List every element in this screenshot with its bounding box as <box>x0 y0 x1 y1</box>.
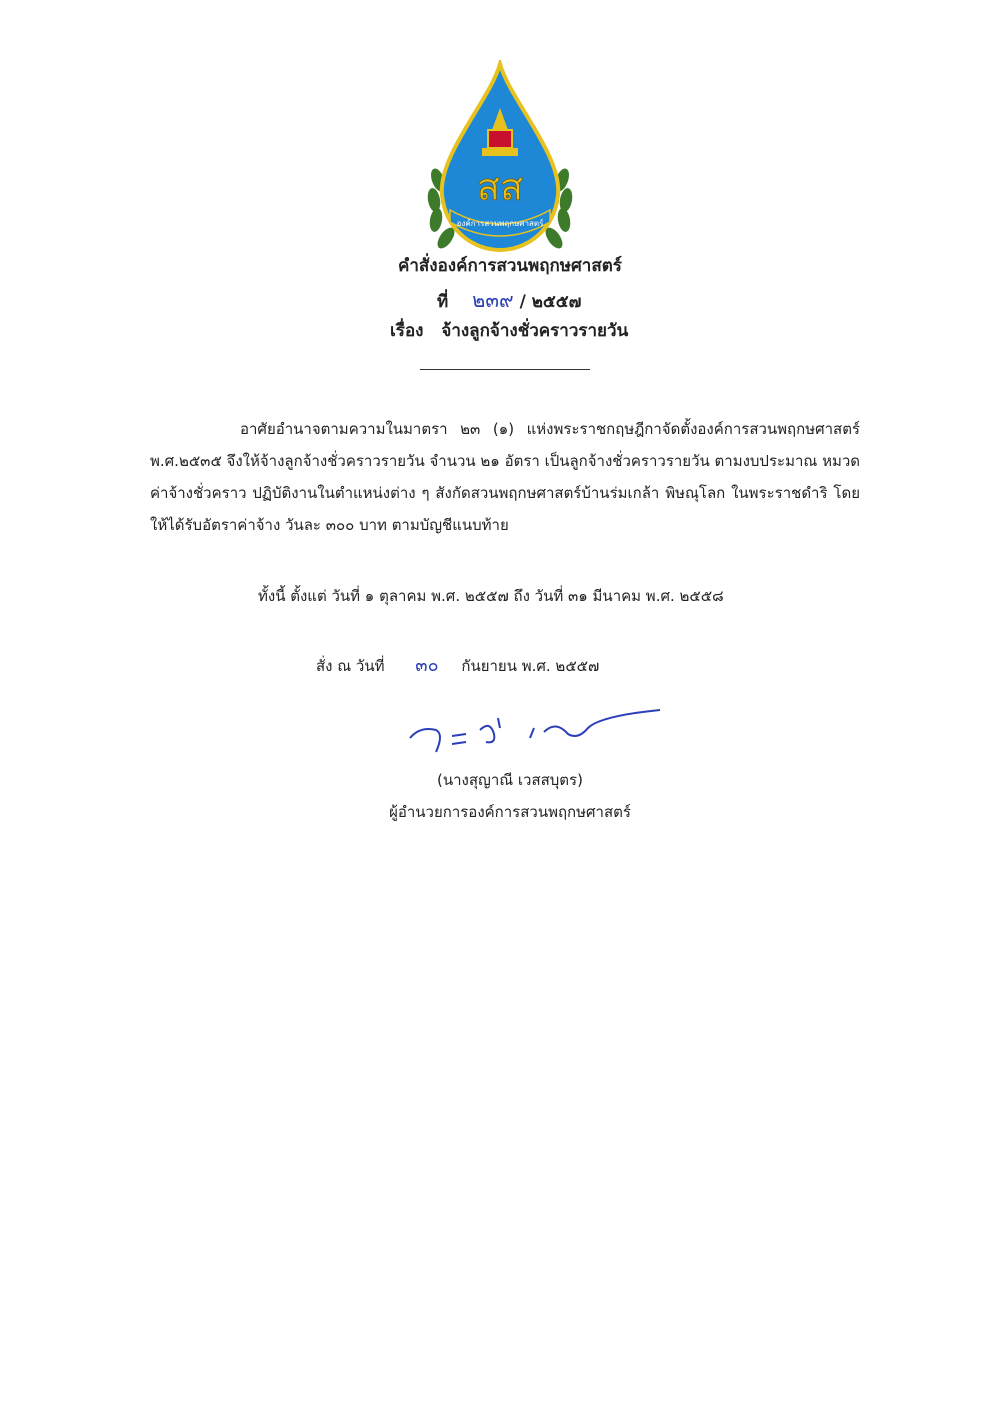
header-divider <box>420 369 590 370</box>
signatory-position: ผู้อำนวยการองค์การสวนพฤกษศาสตร์ <box>389 803 631 821</box>
subject-line <box>390 317 628 344</box>
order-date-line <box>316 650 599 679</box>
order-number-label: ที่ <box>437 292 449 312</box>
svg-text:สส: สส <box>476 165 524 209</box>
order-date-prefix: สั่ง ณ วันที่ <box>316 657 385 675</box>
signatory-name: (นางสุญาณี เวสสบุตร) <box>437 771 583 789</box>
handwritten-signature <box>400 700 670 760</box>
period-line: ทั้งนี้ ตั้งแต่ วันที่ ๑ ตุลาคม พ.ศ. ๒๕๕๗ ถึง วันที่ ๓๑ มีนาคม พ.ศ. ๒๕๕๘ <box>258 587 724 605</box>
order-date-rest: กันยายน พ.ศ. ๒๕๕๗ <box>461 657 600 675</box>
subject-label: เรื่อง <box>390 321 424 341</box>
organization-logo <box>420 60 580 260</box>
body-paragraph: อาศัยอำนาจตามความในมาตรา ๒๓ (๑) แห่งพระราชกฤษฎีกาจัดตั้งองค์การสวนพฤกษศาสตร์ พ.ศ.๒๕๓๕ จึงให้จ้างลูกจ้างชั่วคราวรายวัน จำนวน ๒๑ อัตรา เป็นลูกจ้างชั่วคราวรายวัน ตามงบประมาณ หมวดค่าจ้างชั่วคราว ปฏิบัติงานในตำแหน่งต่าง ๆ สังกัดสวนพฤกษศาสตร์บ้านร่มเกล้า พิษณุโลก ในพระราชดำริ โดยให้ได้รับอัตราค่าจ้าง วันละ ๓๐๐ บาท ตามบัญชีแนบท้าย <box>150 420 861 534</box>
order-number-line <box>437 284 581 316</box>
order-number-handwritten: ๒๓๙ <box>472 288 514 312</box>
subject-text: จ้างลูกจ้างชั่วคราวรายวัน <box>441 321 629 341</box>
order-date-day-handwritten: ๓๐ <box>415 655 439 676</box>
document-title: คำสั่งองค์การสวนพฤกษศาสตร์ <box>398 256 622 276</box>
seal-text: องค์การสวนพฤกษศาสตร์ <box>456 219 544 228</box>
order-number-year: / ๒๕๕๗ <box>519 292 582 312</box>
